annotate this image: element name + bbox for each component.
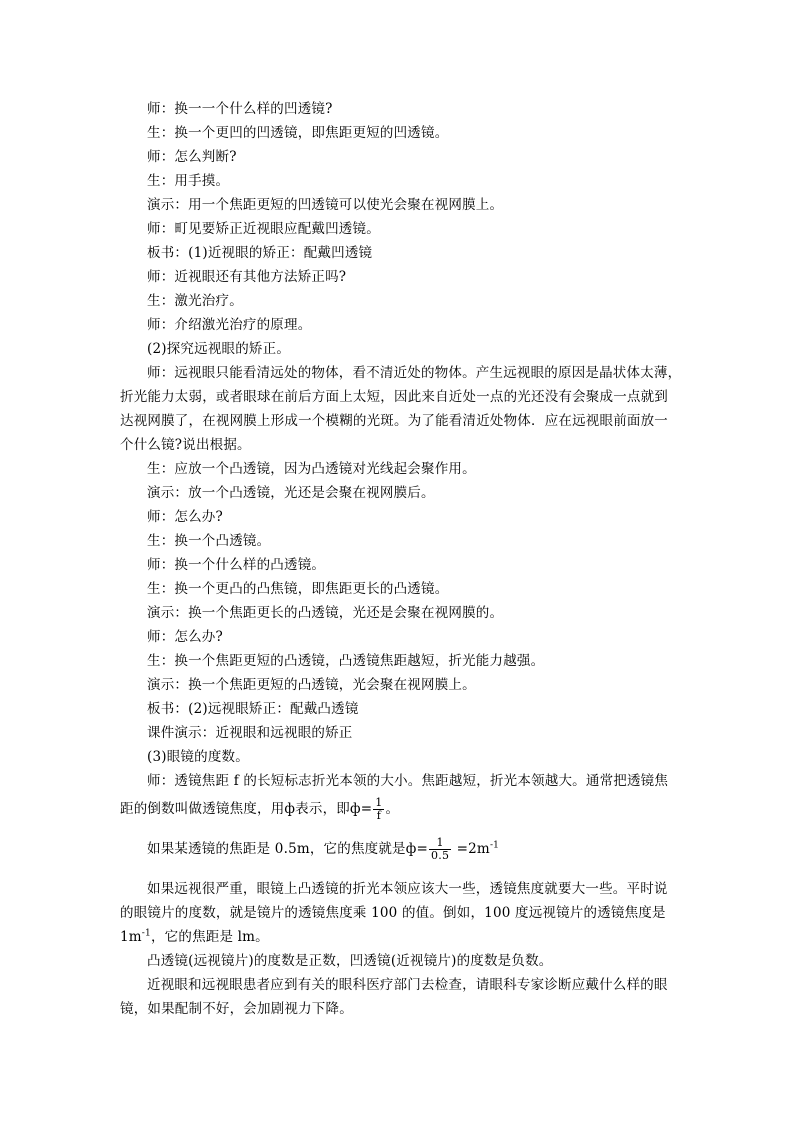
- paragraph-line: 个什么镜?说出根据。: [120, 437, 251, 453]
- fraction-denominator: f: [376, 809, 381, 822]
- example-result: =2m: [452, 841, 490, 857]
- dialogue-line: 演示：换一个焦距更短的凸透镜，光会聚在视网膜上。: [147, 677, 476, 693]
- paragraph-text: ，它的焦距是 lm。: [150, 929, 269, 945]
- dialogue-line: 演示：换一个焦距更长的凸透镜，光还是会聚在视网膜的。: [147, 605, 504, 621]
- dialogue-line: 师：换一一个什么样的凹透镜?: [147, 101, 333, 117]
- fraction-numerator: 1: [429, 837, 451, 850]
- fraction: [373, 797, 384, 822]
- exponent: -1: [141, 928, 151, 939]
- example-line: [147, 836, 499, 862]
- paragraph-line: 近视眼和远视眼患者应到有关的眼科医疗部门去检查，请眼科专家诊断应戴什么样的眼: [147, 977, 668, 993]
- formula-line: [120, 796, 399, 822]
- fraction-numerator: 1: [375, 796, 383, 809]
- dialogue-line: 生：应放一个凸透镜，因为凸透镜对光线起会聚作用。: [147, 461, 476, 477]
- paragraph-line: 折光能力太弱，或者眼球在前后方面上太短，因此来自近处一点的光还没有会聚成一点就到: [120, 389, 668, 405]
- dialogue-line: 生：激光治疗。: [147, 293, 243, 309]
- dialogue-line: 师：怎么办?: [147, 629, 223, 645]
- section-heading: (3)眼镜的度数。: [147, 749, 249, 765]
- paragraph-line: 达视网膜了，在视网膜上形成一个模糊的光斑。为了能看清近处物体．应在远视眼前面放一: [120, 413, 668, 429]
- fraction: [429, 837, 451, 862]
- dialogue-line: 师：近视眼还有其他方法矫正吗?: [147, 269, 347, 285]
- courseware-line: 课件演示：近视眼和远视眼的矫正: [147, 725, 353, 741]
- paragraph-line: 师：远视眼只能看清远处的物体，看不清近处的物体。产生远视眼的原因是晶状体太薄，: [147, 365, 682, 381]
- example-text: 如果某透镜的焦距是 0.5m，它的焦度就是ф=: [147, 841, 429, 857]
- formula-text: 距的倒数叫做透镜焦度，用ф表示，即ф=: [120, 801, 373, 817]
- blackboard-line: 板书：(1)近视眼的矫正：配戴凹透镜: [147, 245, 373, 261]
- paragraph-line: 的眼镜片的度数，就是镜片的透镜焦度乘 100 的值。倒如，100 度远视镜片的透镜焦度是: [120, 905, 666, 921]
- dialogue-line: 师：怎么办?: [147, 509, 223, 525]
- paragraph-line: [120, 928, 269, 946]
- dialogue-line: 师：介绍激光治疗的原理。: [147, 317, 312, 333]
- dialogue-line: 生：换一个更凹的凹透镜，即焦距更短的凹透镜。: [147, 125, 449, 141]
- section-heading: (2)探究远视眼的矫正。: [147, 341, 291, 357]
- paragraph-line: 镜，如果配制不好，会加剧视力下降。: [120, 1001, 353, 1017]
- dialogue-line: 演示：放一个凸透镜，光还是会聚在视网膜后。: [147, 485, 435, 501]
- dialogue-line: 生：换一个焦距更短的凸透镜，凸透镜焦距越短，折光能力越强。: [147, 653, 545, 669]
- blackboard-line: 板书：(2)远视眼矫正：配戴凸透镜: [147, 701, 359, 717]
- exponent: -1: [489, 840, 500, 851]
- dialogue-line: 生：换一个更凸的凸焦镜，即焦距更长的凸透镜。: [147, 581, 449, 597]
- dialogue-line: 生：用手摸。: [147, 173, 230, 189]
- paragraph-line: 师：透镜焦距 f 的长短标志折光本领的大小。焦距越短，折光本领越大。通常把透镜焦: [147, 773, 669, 789]
- dialogue-line: 生：换一个凸透镜。: [147, 533, 271, 549]
- fraction-denominator: 0.5: [431, 849, 450, 862]
- dialogue-line: 师：町见要矫正近视眼应配戴凹透镜。: [147, 221, 380, 237]
- unit-text: 1m: [120, 929, 142, 945]
- formula-end: 。: [385, 801, 400, 817]
- dialogue-line: 师：怎么判断?: [147, 149, 237, 165]
- paragraph-line: 如果远视很严重，眼镜上凸透镜的折光本领应该大一些，透镜焦度就要大一些。平时说: [147, 881, 668, 897]
- paragraph-line: 凸透镜(远视镜片)的度数是正数，凹透镜(近视镜片)的度数是负数。: [147, 953, 553, 969]
- dialogue-line: 师：换一个什么样的凸透镜。: [147, 557, 326, 573]
- dialogue-line: 演示：用一个焦距更短的凹透镜可以使光会聚在视网膜上。: [147, 197, 504, 213]
